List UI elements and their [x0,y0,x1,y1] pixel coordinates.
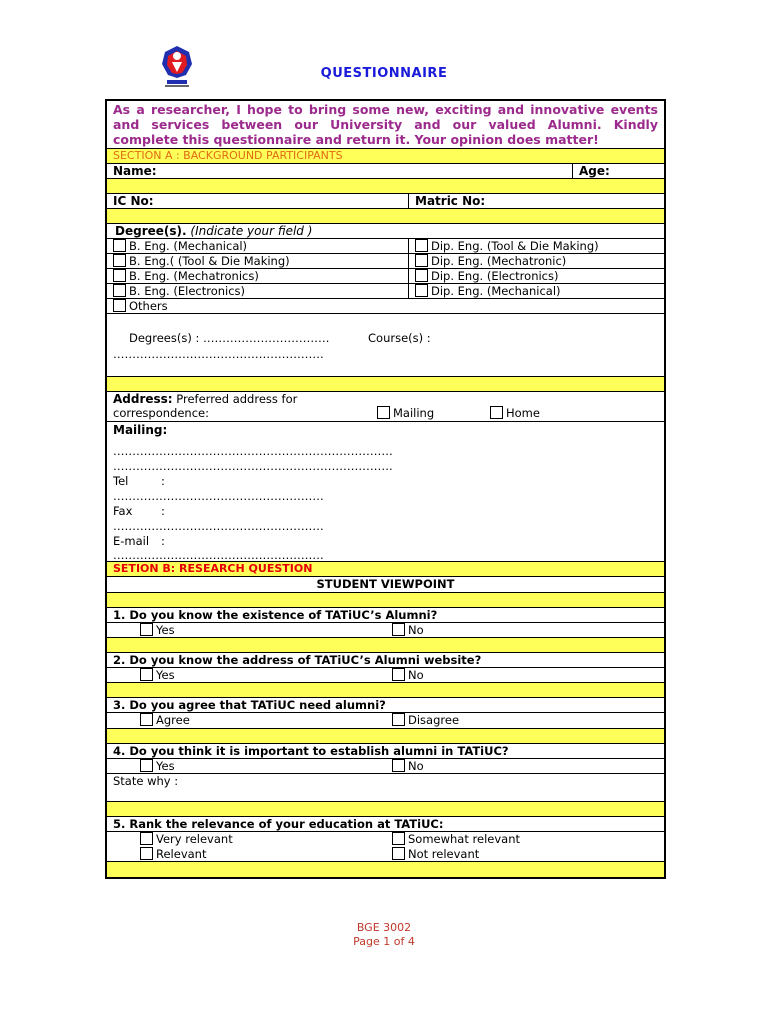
name-field[interactable]: Name: [113,164,157,178]
checkbox[interactable] [113,239,126,252]
checkbox[interactable] [140,713,153,726]
course-field[interactable]: Course(s) : [368,331,431,345]
option-label: Agree [156,713,190,727]
tel-label: Tel [113,474,129,488]
checkbox[interactable] [392,623,405,636]
spacer-row [107,209,664,224]
checkbox[interactable] [140,623,153,636]
checkbox[interactable] [377,406,390,419]
checkbox[interactable] [113,269,126,282]
q5-relevant-option[interactable] [140,847,206,861]
question-5-options [107,832,664,862]
degree-option-dip-tool-die[interactable] [408,239,662,253]
intro-text [107,101,664,149]
degree-hint: (Indicate your field ) [190,224,313,238]
course-dots: ………………………………………………. [113,347,324,361]
question-1-options [107,623,664,638]
intro-line-2: and services between our University and our valued Alumni. Kindly [113,117,658,132]
q4-yes-option[interactable] [140,759,392,773]
option-label: No [408,668,424,682]
fax-field[interactable]: ………………………………………………. [113,519,324,533]
option-label: Dip. Eng. (Mechanical) [431,284,561,298]
option-label: Dip. Eng. (Electronics) [431,269,559,283]
option-label: No [408,623,424,637]
degrees-course-block [107,314,664,377]
degree-option-others[interactable] [107,299,664,314]
option-label: Not relevant [408,847,480,861]
option-label: B. Eng.( (Tool & Die Making) [129,254,290,268]
degrees-field[interactable]: Degrees(s) : …………………………… [129,331,330,345]
option-label: Yes [156,623,175,637]
option-label: B. Eng. (Electronics) [129,284,246,298]
section-a-header: SECTION A : BACKGROUND PARTICIPANTS [107,149,664,164]
q3-disagree-option[interactable] [392,713,662,728]
question-2: 2. Do you know the address of TATiUC’s Alumni website? [107,653,664,668]
option-label: Very relevant [156,832,233,846]
checkbox[interactable] [392,847,405,860]
degree-option-b-eng-tool-die[interactable] [113,254,409,268]
footer-code: BGE 3002 [356,921,412,934]
mailing-line-1[interactable]: ………………………………………………………………. [113,444,393,458]
matric-field[interactable]: Matric No: [408,194,662,208]
question-4-options [107,759,664,774]
page-title: QUESTIONNAIRE [320,66,448,81]
degree-option-b-eng-mechatronics[interactable] [113,269,409,283]
option-label: Yes [156,759,175,773]
spacer-row [107,377,664,392]
degree-option-row [107,284,664,299]
q4-no-option[interactable] [392,759,662,773]
checkbox[interactable] [140,847,153,860]
spacer-row [107,593,664,608]
q3-agree-option[interactable] [140,713,392,728]
fax-label: Fax [113,504,133,518]
tel-colon: : [161,474,165,488]
email-label: E-mail [113,534,150,548]
option-label: B. Eng. (Mechatronics) [129,269,259,283]
home-option[interactable] [490,406,540,420]
email-field[interactable]: ………………………………………………. [113,548,324,562]
spacer-row [107,729,664,744]
q1-yes-option[interactable] [140,623,392,637]
ic-matric-row [107,194,664,209]
checkbox[interactable] [415,239,428,252]
option-label: No [408,759,424,773]
question-5: 5. Rank the relevance of your education at TATiUC: [107,817,664,832]
student-viewpoint-heading: STUDENT VIEWPOINT [107,577,664,593]
checkbox[interactable] [140,832,153,845]
checkbox[interactable] [140,668,153,681]
q5-very-relevant-option[interactable] [140,832,233,846]
option-label: Somewhat relevant [408,832,520,846]
mailing-option[interactable] [377,406,434,420]
q2-no-option[interactable] [392,668,662,682]
tel-field[interactable]: ………………………………………………. [113,489,324,503]
spacer-row [107,638,664,653]
degree-option-row [107,239,664,254]
checkbox[interactable] [415,254,428,267]
degree-option-b-eng-mechanical[interactable] [113,239,409,253]
option-label: Dip. Eng. (Tool & Die Making) [431,239,599,253]
checkbox[interactable] [113,284,126,297]
option-label: Yes [156,668,175,682]
state-why-field[interactable]: State why : [107,774,664,802]
checkbox[interactable] [392,759,405,772]
ic-field[interactable]: IC No: [113,194,154,208]
fax-colon: : [161,504,165,518]
degree-label: Degree(s). [115,224,187,238]
address-hint: Preferred address for [176,392,298,406]
spacer-row [107,862,664,877]
option-label: Mailing [393,406,435,420]
mailing-label: Mailing: [113,423,168,437]
option-label: Home [506,406,540,420]
checkbox[interactable] [415,284,428,297]
address-label: Address: [113,392,173,406]
checkbox[interactable] [392,832,405,845]
q5-not-relevant-option[interactable] [392,847,479,861]
option-label: Disagree [408,713,460,727]
degree-option-dip-electronics[interactable] [408,269,662,283]
address-row [107,392,664,422]
degree-heading [107,224,664,239]
intro-line-3: complete this questionnaire and return it. Your opinion does matter! [113,132,599,147]
option-label: Relevant [156,847,207,861]
footer-page-number: Page 1 of 4 [353,935,415,948]
mailing-block [107,422,664,562]
name-age-row [107,164,664,179]
checkbox[interactable] [113,299,126,312]
q1-no-option[interactable] [392,623,662,637]
others-label: Others [129,299,168,313]
checkbox[interactable] [415,269,428,282]
checkbox[interactable] [392,713,405,726]
question-3-options [107,713,664,729]
mailing-line-2[interactable]: ………………………………………………………………. [113,459,393,473]
age-field[interactable]: Age: [572,164,662,178]
degree-option-row [107,269,664,284]
spacer-row [107,802,664,817]
checkbox[interactable] [140,759,153,772]
degree-option-dip-mechatronic[interactable] [408,254,662,268]
q2-yes-option[interactable] [140,668,392,682]
address-hint-2: correspondence: [113,406,209,420]
intro-line-1: As a researcher, I hope to bring some new, exciting and innovative events [113,102,658,117]
section-b-header: SETION B: RESEARCH QUESTION [107,562,664,577]
checkbox[interactable] [113,254,126,267]
questionnaire-form [105,99,666,879]
degree-option-dip-mechanical[interactable] [408,284,662,298]
email-colon: : [161,534,165,548]
question-4: 4. Do you think it is important to establish alumni in TATiUC? [107,744,664,759]
option-label: Dip. Eng. (Mechatronic) [431,254,567,268]
spacer-row [107,179,664,194]
question-1: 1. Do you know the existence of TATiUC’s Alumni? [107,608,664,623]
spacer-row [107,683,664,698]
checkbox[interactable] [490,406,503,419]
q5-somewhat-relevant-option[interactable] [392,832,520,846]
degree-option-b-eng-electronics[interactable] [113,284,409,298]
degree-option-row [107,254,664,269]
checkbox[interactable] [392,668,405,681]
question-2-options [107,668,664,683]
question-3: 3. Do you agree that TATiUC need alumni? [107,698,664,713]
option-label: B. Eng. (Mechanical) [129,239,248,253]
